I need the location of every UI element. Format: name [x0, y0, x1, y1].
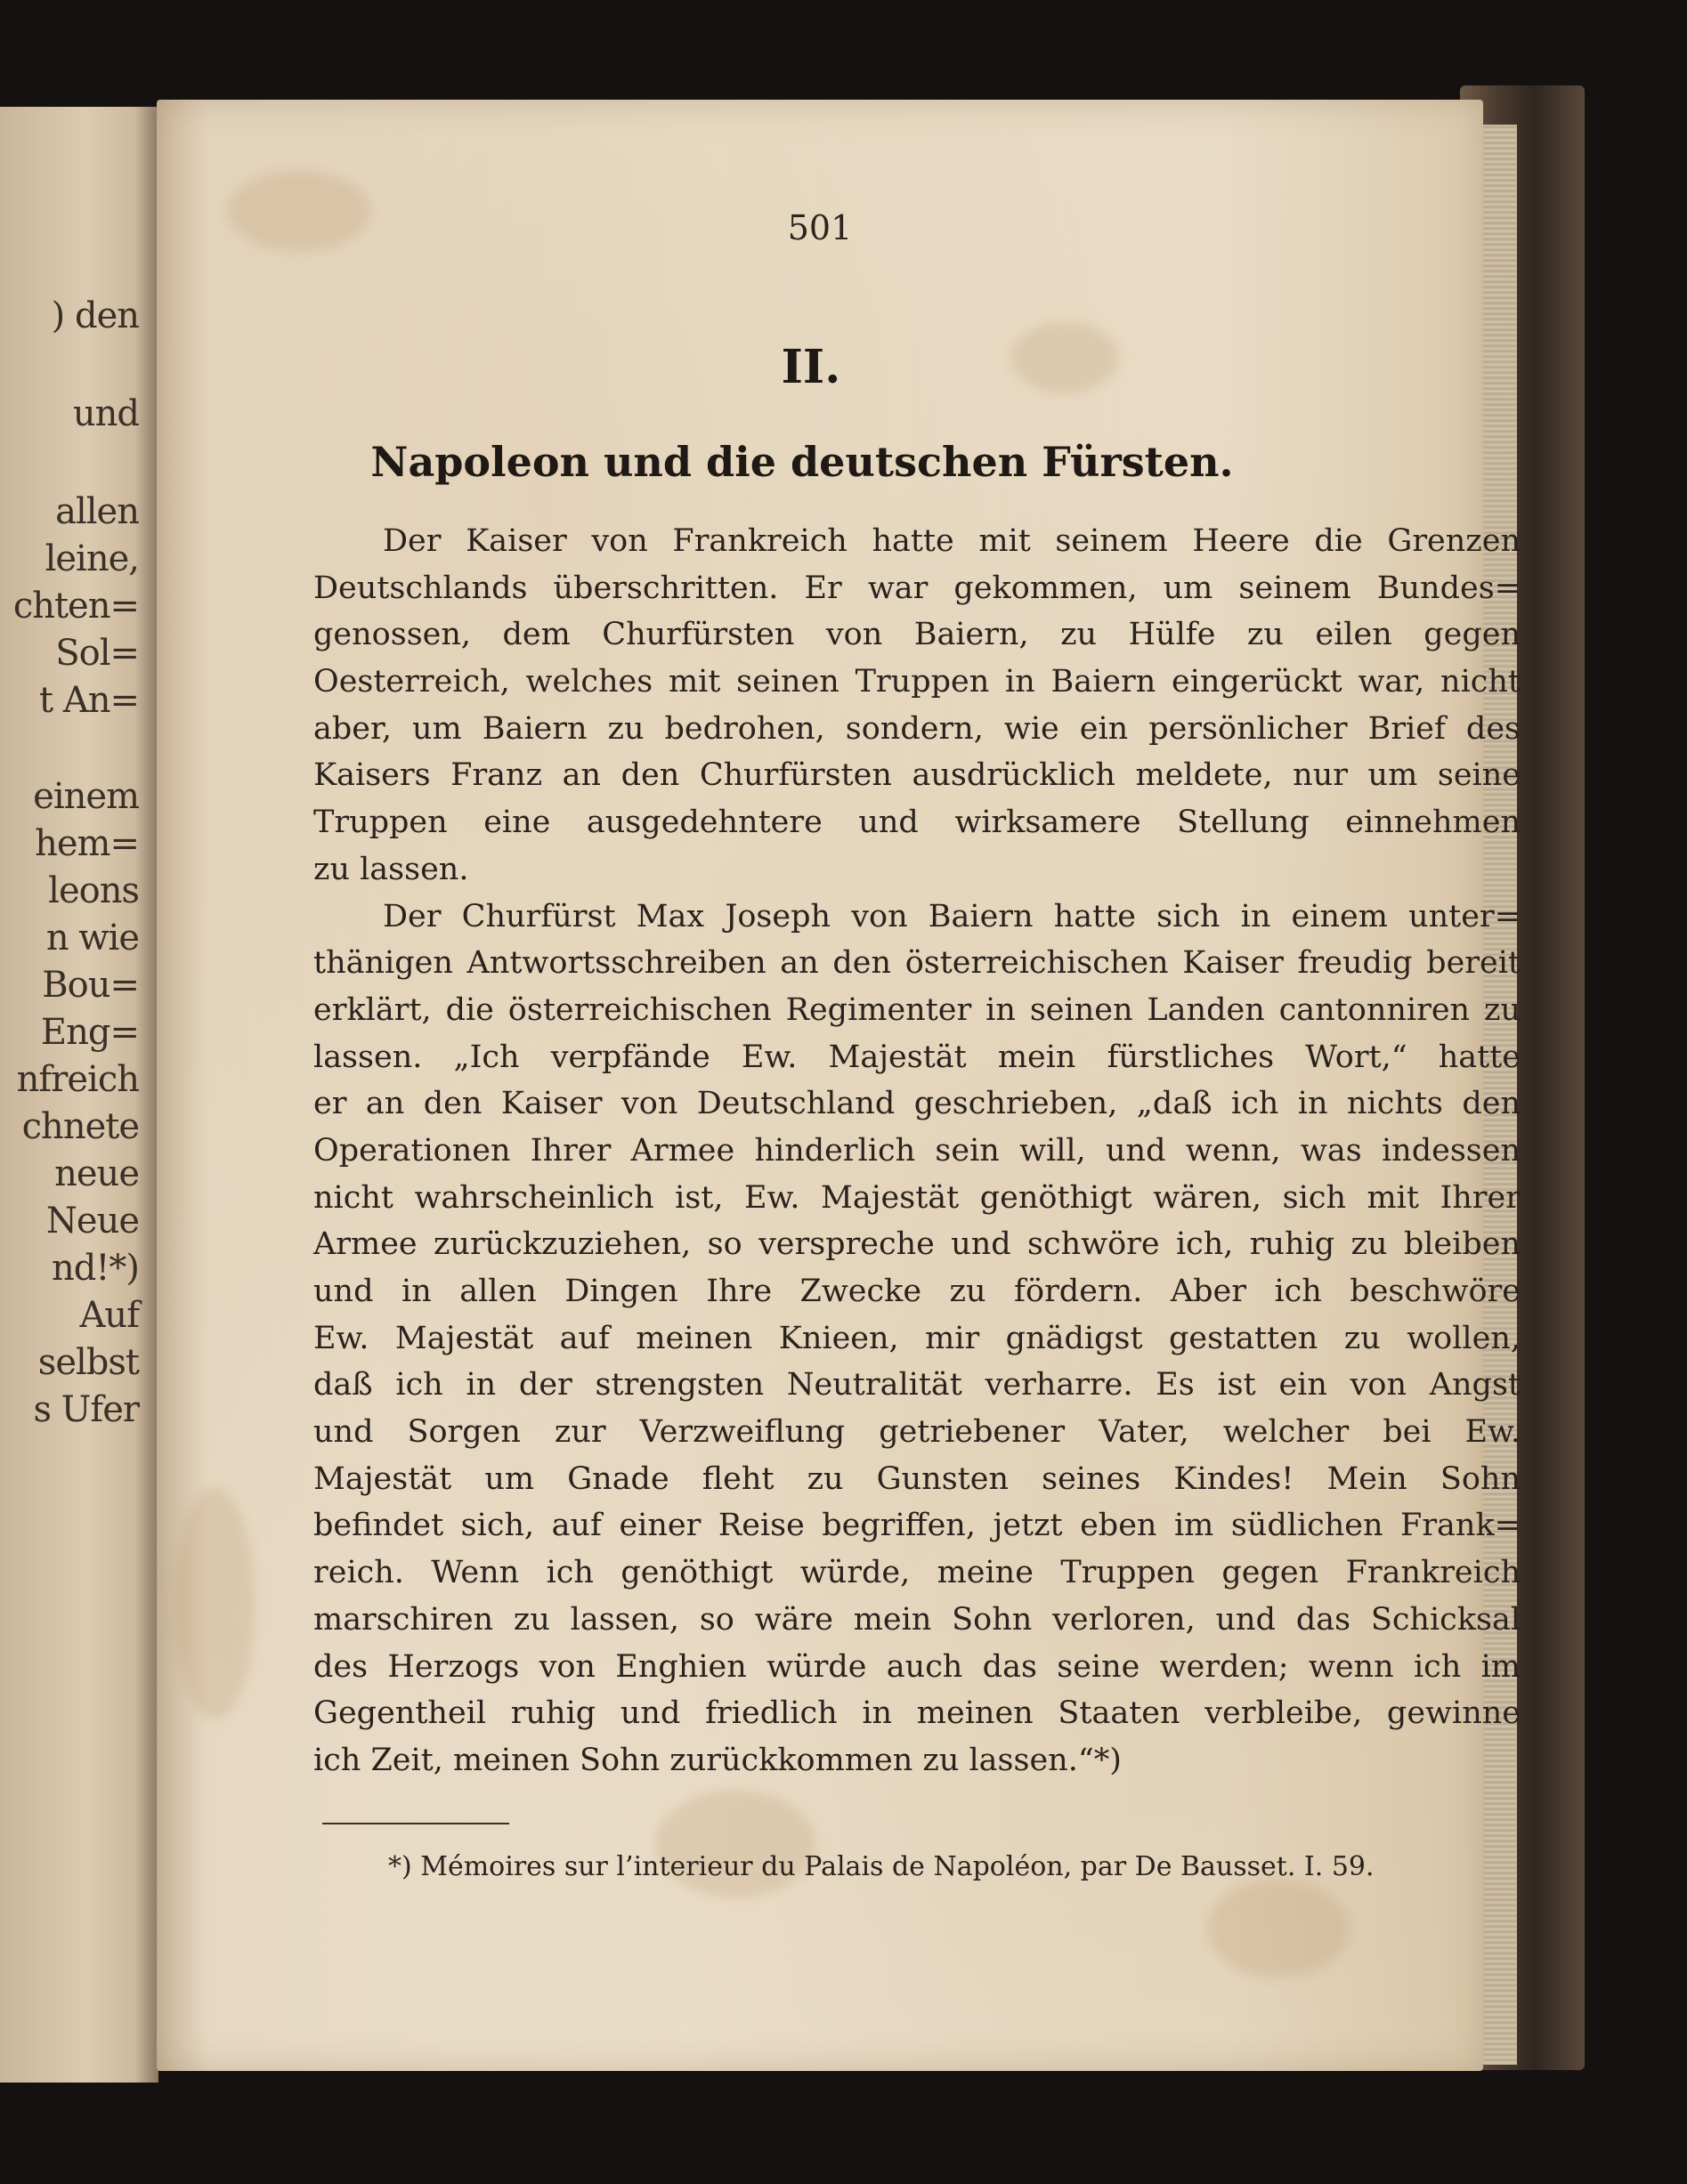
left-page-fragment: neue — [54, 1153, 139, 1194]
left-page-fragment: und — [72, 393, 139, 434]
text-line: Oesterreich, welches mit seinen Truppen in Baiern eingerückt war, nicht — [313, 664, 1521, 700]
left-page-fragment: Eng= — [40, 1012, 139, 1053]
left-facing-page — [0, 107, 158, 2083]
left-page-fragment: s Ufer — [33, 1389, 139, 1430]
text-line: erklärt, die österreichischen Regimenter in seinen Landen cantonniren zu — [313, 991, 1521, 1028]
left-page-fragment: einem — [33, 776, 139, 817]
text-line: daß ich in der strengsten Neutralität verharre. Es ist ein von Angst — [313, 1367, 1521, 1403]
text-line: nicht wahrscheinlich ist, Ew. Majestät genöthigt wären, sich mit Ihrer — [313, 1179, 1521, 1216]
left-page-fragment: chnete — [21, 1106, 139, 1147]
text-line: lassen. „Ich verpfände Ew. Majestät mein fürstliches Wort,“ hatte — [313, 1039, 1521, 1075]
text-line: zu lassen. — [313, 851, 469, 887]
text-line: Gegentheil ruhig und friedlich in meinen Staaten verbleibe, gewinne — [313, 1695, 1521, 1732]
left-page-fragment: hem= — [35, 823, 139, 864]
left-page-fragment: allen — [55, 491, 139, 532]
text-line: und Sorgen zur Verzweiflung getriebener Vater, welcher bei Ew. — [313, 1414, 1521, 1451]
left-page-fragment: Neue — [45, 1201, 139, 1242]
body-text — [313, 518, 1521, 1784]
text-line: marschiren zu lassen, so wäre mein Sohn verloren, und das Schicksal — [313, 1601, 1521, 1638]
text-line: Deutschlands überschritten. Er war gekommen, um seinem Bundes= — [313, 570, 1521, 606]
text-line: befindet sich, auf einer Reise begriffen, jetzt eben im südlichen Frank= — [313, 1508, 1521, 1544]
text-line: des Herzogs von Enghien würde auch das seine werden; wenn ich im — [313, 1648, 1521, 1685]
page-number: 501 — [787, 208, 853, 247]
left-page-fragment: n wie — [45, 918, 139, 959]
left-page-fragment: Auf — [79, 1295, 139, 1336]
text-line: Majestät um Gnade fleht zu Gunsten seines Kindes! Mein Sohn — [313, 1460, 1521, 1497]
left-page-fragment: Sol= — [55, 633, 139, 674]
text-line: reich. Wenn ich genöthigt würde, meine Truppen gegen Frankreich — [313, 1555, 1521, 1591]
left-page-fragment: ) den — [51, 295, 139, 336]
left-page-fragment: nfreich — [16, 1059, 139, 1100]
left-page-fragment: leons — [48, 870, 139, 911]
paper-stain — [1207, 1880, 1350, 1978]
chapter-number: II. — [781, 340, 841, 394]
text-line: Armee zurückzuziehen, so verspreche und schwöre ich, ruhig zu bleiben — [313, 1226, 1521, 1263]
text-line: aber, um Baiern zu bedrohen, sondern, wie ein persönlicher Brief des — [313, 710, 1521, 747]
text-line: Der Kaiser von Frankreich hatte mit seinem Heere die Grenzen — [383, 523, 1521, 559]
left-page-fragment: nd!*) — [51, 1248, 139, 1289]
text-line: thänigen Antwortsschreiben an den österreichischen Kaiser freudig bereit — [313, 945, 1521, 982]
chapter-title: Napoleon und die deutschen Fürsten. — [370, 438, 1234, 486]
text-line: Der Churfürst Max Joseph von Baiern hatte sich in einem unter= — [383, 898, 1521, 934]
text-line: und in allen Dingen Ihre Zwecke zu fördern. Aber ich beschwöre — [313, 1274, 1521, 1309]
text-line: Kaisers Franz an den Churfürsten ausdrücklich meldete, nur um seine — [313, 757, 1521, 794]
text-line: Ew. Majestät auf meinen Knieen, mir gnädigst gestatten zu wollen, — [313, 1320, 1521, 1356]
text-line: Operationen Ihrer Armee hinderlich sein will, und wenn, was indessen — [313, 1132, 1521, 1169]
footnote-rule — [322, 1823, 509, 1824]
left-page-fragment: t An= — [39, 680, 139, 721]
left-page-fragment: Bou= — [42, 965, 139, 1006]
paper-stain — [174, 1488, 255, 1719]
left-page-fragment: selbst — [37, 1342, 139, 1383]
left-page-fragment: leine, — [45, 538, 139, 579]
text-line: Truppen eine ausgedehntere und wirksamere Stellung einnehmen — [313, 805, 1521, 841]
left-page-fragment: chten= — [12, 586, 139, 627]
text-line: genossen, dem Churfürsten von Baiern, zu Hülfe zu eilen gegen — [313, 617, 1521, 653]
main-page — [157, 100, 1521, 2071]
footnote: *) Mémoires sur l’interieur du Palais de Napoléon, par De Bausset. I. 59. — [388, 1851, 1375, 1882]
text-line: er an den Kaiser von Deutschland geschrieben, „daß ich in nichts den — [313, 1086, 1521, 1122]
text-line: ich Zeit, meinen Sohn zurückkommen zu lassen.“*) — [313, 1742, 1122, 1778]
